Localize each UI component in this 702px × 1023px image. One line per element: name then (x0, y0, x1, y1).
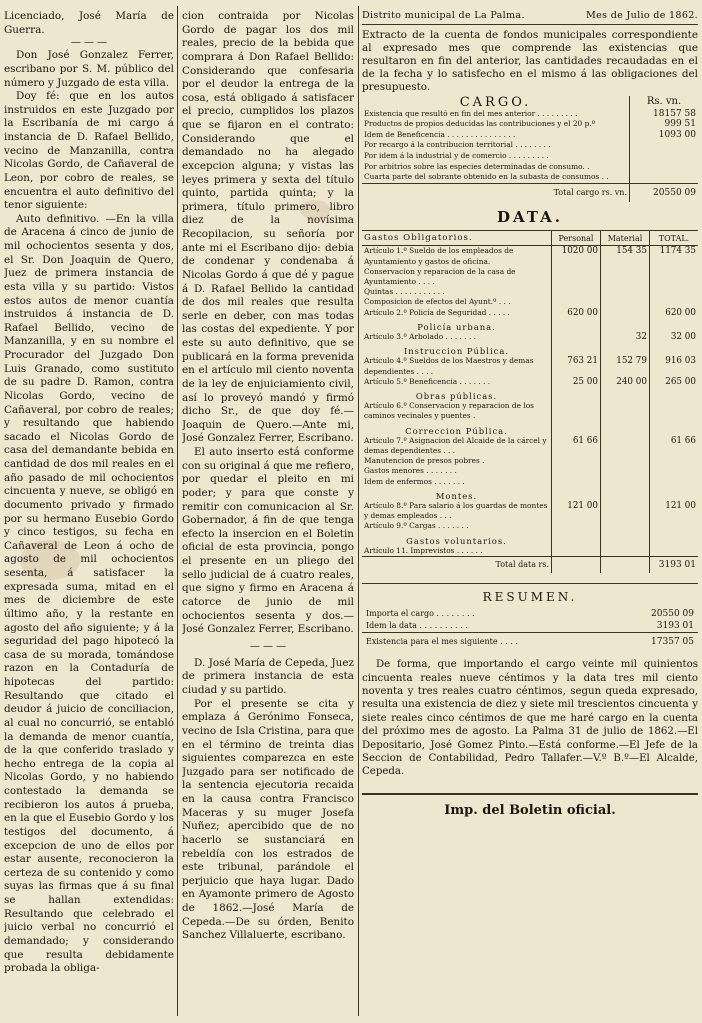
data-head-material: Material (601, 231, 650, 246)
data-row-personal (552, 546, 601, 557)
data-row-label: Artículo 9.º Cargas . . . . . . . (364, 521, 469, 531)
data-row-total (650, 401, 699, 421)
data-head-personal: Personal (552, 231, 601, 246)
data-row-label: Artículo 3.º Arbolado . . . . . . . (364, 331, 477, 341)
data-row-personal (552, 297, 601, 307)
resumen-row (362, 608, 698, 620)
data-empty-cell (650, 342, 699, 356)
data-empty-cell (601, 487, 650, 501)
rs-label: Rs. vn. (630, 96, 699, 109)
data-empty-cell (650, 532, 699, 546)
resumen-row-value: 20550 09 (651, 609, 694, 620)
district-title: Distrito municipal de La Palma. (362, 10, 525, 21)
cargo-row (362, 119, 698, 130)
cargo-row-label: Productos de propios deducidas las contribuciones y el 20 p.º (364, 119, 596, 129)
data-table (362, 230, 698, 573)
account-header (362, 10, 698, 25)
data-row-label: Artículo 1.º Sueldo de los empleados de Ayuntamiento y gastos de oficina. (364, 246, 514, 266)
data-row-personal: 763 21 (552, 356, 601, 376)
cargo-row-label: Por idem á la industrial y de comercio . . . . . . . . . (364, 150, 549, 160)
data-row (362, 546, 698, 557)
data-row-label: Gastos menores . . . . . . . (364, 466, 457, 476)
cargo-row-label: Cuarta parte del sobrante obtenido en la subasta de consumos . . (364, 172, 609, 182)
data-row (362, 267, 698, 287)
data-row-personal (552, 521, 601, 531)
data-row-total (650, 297, 699, 307)
data-empty-cell (650, 387, 699, 401)
data-row-material (601, 267, 650, 287)
data-row-label: Artículo 5.º Beneficencia . . . . . . . (364, 376, 491, 386)
data-section-row (362, 422, 698, 436)
data-section-title: Gastos voluntarios. (406, 535, 507, 546)
data-row-total (650, 287, 699, 297)
data-section-row (362, 342, 698, 356)
data-row (362, 436, 698, 456)
cargo-total-label: Total cargo rs. vn. (362, 183, 630, 202)
data-row-material (601, 521, 650, 531)
data-row-personal: 1020 00 (552, 246, 601, 267)
data-empty-cell (650, 422, 699, 436)
data-section-row (362, 318, 698, 332)
cargo-row-value (630, 162, 699, 173)
data-row-material (601, 287, 650, 297)
data-row-material (601, 466, 650, 476)
certification-paragraph: Doy fé: que en los autos instruidos en este Juzgado por la Escribanía de mi cargo á instancia de D. Rafael Bellido, vecino de Manzanilla, contra Nicolas Gordo, de Cañaveral de Leon, por cobro de reales, se encuentra el auto definitivo del tenor siguiente: (4, 90, 174, 212)
data-row-total: 121 00 (650, 501, 699, 521)
data-row (362, 521, 698, 531)
data-row-total (650, 521, 699, 531)
summons-paragraph: Por el presente se cita y emplaza á Gerónimo Fonseca, vecino de Isla Cristina, para que en el término de treinta dias siguientes comparezca en este Juzgado para ser notificado de la sentencia ejecutoria recaida en la causa contra Francisco Maceras y su muger Josefa Nuñez; apercibido que de no hacerlo se sustanciará en rebeldía con los estrados de este tribunal, parándole el perjuicio que haya lugar. Dado en Ayamonte primero de Agosto de 1862.—José María de Cepeda.—De su órden, Benito Sanchez Villaluerte, escribano. (182, 697, 354, 942)
data-section-title: Policía urbana. (417, 321, 496, 332)
data-row-total (650, 466, 699, 476)
data-row-total: 620 00 (650, 308, 699, 318)
cargo-row-value (630, 140, 699, 151)
data-title: DATA. (496, 208, 564, 227)
data-row-label: Quintas . . . . . . . . . . . (364, 287, 445, 297)
data-row-material (601, 546, 650, 557)
conformity-paragraph: El auto inserto está conforme con su original á que me refiero, por quedar el pleito en mi poder; y para que conste y remitir con comunicacion al Sr. Gobernador, á fin de que tenga efecto la insercion en el Boletin oficial de esta provincia, pongo el presente en un pliego del sello judicial de á cuatro reales, que signo y firmo en Aracena á catorce de junio de mil ochocientos sesenta y dos.—José Gonzalez Ferrer, Escribano. (182, 446, 354, 636)
data-row (362, 456, 698, 466)
data-row-label: Artículo 7.º Asignacion del Alcaide de la cárcel y demas dependientes . . . (364, 435, 547, 455)
cargo-row (362, 162, 698, 173)
data-section-row (362, 532, 698, 546)
data-row-label: Artículo 2.º Policía de Seguridad . . . . . (364, 307, 510, 317)
data-row-label: Idem de enfermos . . . . . . . (364, 476, 465, 486)
cargo-table (362, 96, 698, 202)
column-right (362, 10, 698, 1016)
data-row-personal (552, 287, 601, 297)
data-row-total (650, 477, 699, 487)
data-row-label: Artículo 6.º Conservacion y reparacion de los caminos vecinales y puentes . (364, 401, 534, 421)
data-row (362, 377, 698, 387)
month-title: Mes de Julio de 1862. (586, 10, 698, 21)
notary-heading: Don José Gonzalez Ferrer, escribano por S. M. público del número y Juzgado de esta villa. (4, 49, 174, 89)
column-middle (182, 10, 354, 1016)
data-row-label: Manutencion de presos pobres . (364, 456, 485, 466)
column-rule (177, 6, 178, 1016)
resumen-row-label: Importa el cargo . . . . . . . . (366, 609, 475, 619)
data-row-personal (552, 456, 601, 466)
existencia-label: Existencia para el mes siguiente . . . . (362, 633, 610, 649)
data-head-label: Gastos Obligatorios. (362, 231, 552, 246)
data-empty-cell (650, 487, 699, 501)
data-section-title: Correccion Pública. (405, 425, 508, 436)
data-row-total (650, 456, 699, 466)
data-row-personal (552, 477, 601, 487)
separator: — — — (249, 640, 287, 652)
data-row-material: 32 (601, 332, 650, 342)
data-row-personal: 61 66 (552, 436, 601, 456)
data-row-material (601, 308, 650, 318)
data-row-personal (552, 332, 601, 342)
cargo-row (362, 130, 698, 141)
cargo-row (362, 109, 698, 120)
cargo-row-value: 18157 58 (630, 109, 699, 120)
data-row (362, 401, 698, 421)
existencia-value: 17357 05 (610, 633, 698, 649)
data-row-label: Artículo 8.º Para salario á los guardas de montes y demas empleados . . . (364, 501, 548, 521)
data-row-material (601, 401, 650, 421)
data-row-total (650, 267, 699, 287)
column-left (4, 10, 174, 1016)
cargo-row (362, 140, 698, 151)
data-row (362, 246, 698, 267)
data-row-total: 32 00 (650, 332, 699, 342)
data-empty-cell (601, 387, 650, 401)
data-row (362, 332, 698, 342)
cargo-row-value: 999 51 (630, 119, 699, 130)
data-row-label: Artículo 11. Imprevistos . . . . . . (364, 545, 483, 555)
data-empty-cell (552, 342, 601, 356)
cargo-row-label: Por recargo á la contribucion territorial . . . . . . . . (364, 140, 551, 150)
data-row (362, 308, 698, 318)
data-row-material (601, 297, 650, 307)
data-section-row (362, 487, 698, 501)
data-row-label: Composicion de efectos del Ayunt.º . . . (364, 297, 511, 307)
cargo-row (362, 151, 698, 162)
data-empty-cell (552, 487, 601, 501)
data-empty-cell (601, 342, 650, 356)
separator: — — — (70, 37, 108, 49)
resumen-row-value: 3193 01 (656, 621, 694, 632)
data-row-personal (552, 466, 601, 476)
auto-definitivo-text: Auto definitivo. —En la villa de Aracena á cinco de junio de mil ochocientos sesenta y dos, el Sr. Don Joaquin de Quero, Juez de primera instancia de esta villa y su partido: Vistos estos autos de menor cuantía instruidos á instancia de D. Rafael Bellido, vecino de Manzanilla, y en su nombre el Procurador del Juzgado Don Luis Granado, como sustituto de su padre D. Ramon, contra Nicolas Gordo, vecino de Cañaveral, por cobro de reales; y resultando que habiendo sacado el Nicolas Gordo de casa del demandante bebida en cantidad de dos mil reales en el año pasado de mil ochocientos cincuenta y nueve, se obligó en documento privado y firmado por su hermano Eusebio Gordo y cinco testigos, su fecha en Cañaveral de Leon á ocho de agosto de mil ochocientos sesenta, á satisfacer la expresada suma, mitad en el mes de diciembre de este último año, y la restante en agosto del año siguiente; y á la seguridad del pago hipotecó la casa de su morada, tomándose razon en la Contaduría de hipotecas del partido: Resultando que citado el deudor á juicio de conciliacion, al cual no concurrió, se entabló la demanda de menor cuantía, de la que conferido traslado y hecho entrega de la copia al Nicolas Gordo, y no habiendo contestado la demanda se recibieron los autos á prueba, en la que el Eusebio Gordo y los testigos del documento, á excepcion de uno de ellos por estar ausente, reconocieron la certeza de su contenido y como suyas las firmas que á su final se hallan extendidas: Resultando que celebrado el juicio verbal no concurrió el demandado; y considerando que resulta debidamente probada la obliga- (4, 212, 174, 975)
data-row-personal (552, 401, 601, 421)
cargo-row-label: Existencia que resultó en fin del mes anterior . . . . . . . . . (364, 108, 578, 118)
cargo-title: CARGO. (459, 96, 532, 109)
data-row-material: 240 00 (601, 377, 650, 387)
resumen-row (362, 620, 698, 633)
data-row-material (601, 456, 650, 466)
data-row-label: Artículo 4.º Sueldos de los Maestros y demas dependientes . . . . (364, 356, 534, 376)
data-row-personal: 121 00 (552, 501, 601, 521)
data-empty-cell (552, 318, 601, 332)
column-rule (358, 6, 359, 1016)
data-empty-cell (601, 422, 650, 436)
cargo-row-label: Por arbitrios sobre las especies determinadas de consumo. . (364, 161, 590, 171)
data-row-material: 154 35 (601, 246, 650, 267)
cargo-row-value (630, 172, 699, 183)
data-row-total (650, 546, 699, 557)
data-row-total: 265 00 (650, 377, 699, 387)
data-row (362, 356, 698, 376)
cargo-row-label: Idem de Beneficencia . . . . . . . . . . . . . . . (364, 129, 516, 139)
data-total-label: Total data rs. (362, 557, 552, 574)
data-row-material: 152 79 (601, 356, 650, 376)
data-row-label: Conservacion y reparacion de la casa de Ayuntamiento . . . . (364, 266, 516, 286)
data-empty-cell (552, 422, 601, 436)
data-empty-cell (601, 532, 650, 546)
data-row-material (601, 501, 650, 521)
data-section-title: Obras públicas. (415, 390, 498, 401)
extract-description: Extracto de la cuenta de fondos municipales correspondiente al expresado mes que comprende las existencias que resultaron en fin del anterior, las cantidades recaudadas en el de la fecha y lo satisfecho en el mismo á las obligaciones del presupuesto. (362, 29, 698, 93)
data-row (362, 297, 698, 307)
data-row-total: 1174 35 (650, 246, 699, 267)
closing-paragraph: De forma, que importando el cargo veinte mil quinientos cincuenta reales nueve céntimos y la data tres mil ciento noventa y tres reales cuatro céntimos, segun queda expresado, resulta una existencia de diez y siete mil trescientos cincuenta y siete reales cinco céntimos de que me haré cargo en la cuenta del próximo mes de agosto. La Palma 31 de julio de 1862.—El Depositario, José Gomez Pinto.—Está conforme.—El Jefe de la Seccion de Contabilidad, Pedro Tallafer.—V.º B.º—El Alcalde, Cepeda. (362, 659, 698, 778)
cargo-row (362, 172, 698, 183)
data-row-personal (552, 267, 601, 287)
data-section-title: Montes. (435, 490, 478, 501)
data-row-total: 916 03 (650, 356, 699, 376)
data-empty-cell (601, 318, 650, 332)
data-row-personal: 25 00 (552, 377, 601, 387)
imprint: Imp. del Boletin oficial. (362, 793, 698, 818)
data-row (362, 287, 698, 297)
data-empty-cell (552, 532, 601, 546)
data-empty-cell (650, 318, 699, 332)
data-total-value: 3193 01 (650, 557, 699, 574)
data-row-material (601, 477, 650, 487)
data-row (362, 501, 698, 521)
data-row-material (601, 436, 650, 456)
cargo-row-value: 1093 00 (630, 130, 699, 141)
data-section-row (362, 387, 698, 401)
data-row (362, 466, 698, 476)
data-row (362, 477, 698, 487)
judge-signature: Licenciado, José María de Guerra. (4, 10, 174, 36)
cargo-total-value: 20550 09 (630, 183, 699, 202)
resumen-table (362, 608, 698, 648)
data-head-total: TOTAL. (650, 231, 699, 246)
judge-heading: D. José María de Cepeda, Juez de primera instancia de esta ciudad y su partido. (182, 656, 354, 696)
cargo-row-value (630, 151, 699, 162)
data-empty-cell (552, 387, 601, 401)
data-row-total: 61 66 (650, 436, 699, 456)
data-section-title: Instruccion Pública. (403, 346, 509, 357)
resumen-row-label: Idem la data . . . . . . . . . . (366, 621, 468, 631)
data-row-personal: 620 00 (552, 308, 601, 318)
resumen-title: RESUMEN. (362, 583, 698, 604)
auto-continuation: cion contraida por Nicolas Gordo de pagar los dos mil reales, precio de la bebida que comprara á Don Rafael Bellido: Considerando que confesaria por el deudor la entrega de la cosa, está obligado á satisfacer el precio, cumplidos los plazos que se fijaron en el contrato: Considerando que el demandado no ha alegado excepcion alguna; y vistas las leyes primera y sexta del título quinto, partida quinta; y la primera, título primero, libro diez de la novísima Recopilacion, su señoría por ante mi el Escribano dijo: debia de condenar y condenaba á Nicolas Gordo á que dé y pague á D. Rafael Bellido la cantidad de dos mil reales que resulta serle en deber, con mas todas las costas del expediente. Y por este su auto definitivo, que se publicará en la forma prevenida en el artículo mil ciento noventa de la ley de enjuiciamiento civil, así lo proveyó mandó y firmó dicho Sr., de que doy fé.—Joaquin de Quero.—Ante mi, José Gonzalez Ferrer, Escribano. (182, 10, 354, 445)
